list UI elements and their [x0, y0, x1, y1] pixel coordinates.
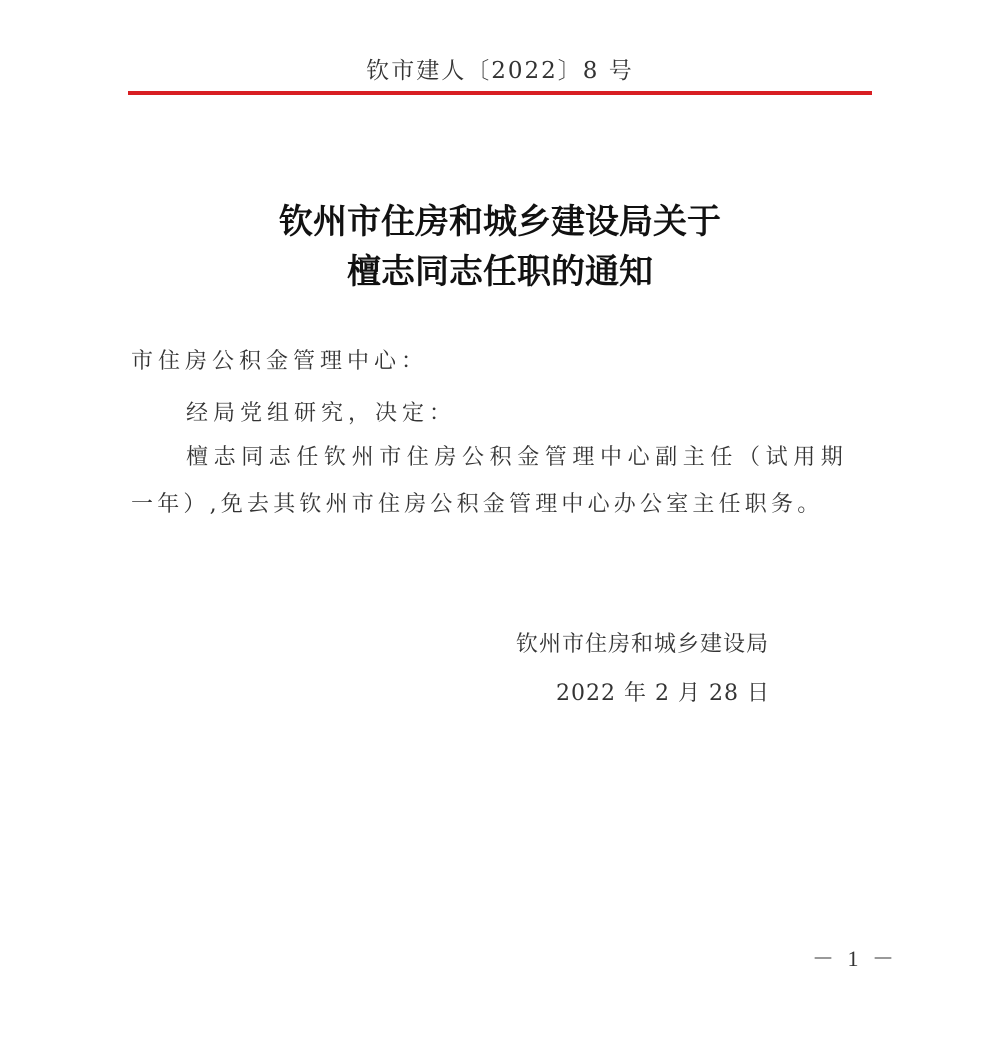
body-paragraph-1: 经局党组研究，决定： — [186, 401, 457, 426]
red-divider-line — [128, 91, 872, 95]
body-paragraph-2-line-1: 檀志同志任钦州市住房公积金管理中心副主任（试用期 — [186, 445, 849, 470]
addressee: 市住房公积金管理中心： — [131, 349, 429, 374]
document-title-line-2: 檀志同志任职的通知 — [347, 252, 653, 292]
body-paragraph-2-line-2: 一年）,免去其钦州市住房公积金管理中心办公室主任职务。 — [131, 492, 824, 517]
page-number: － 1 － — [812, 946, 899, 971]
document-title-line-1: 钦州市住房和城乡建设局关于 — [279, 202, 721, 242]
signature-date: 2022 年 2 月 28 日 — [556, 681, 770, 706]
document-number: 钦市建人〔2022〕8 号 — [366, 58, 634, 84]
signature-organization: 钦州市住房和城乡建设局 — [516, 632, 770, 657]
